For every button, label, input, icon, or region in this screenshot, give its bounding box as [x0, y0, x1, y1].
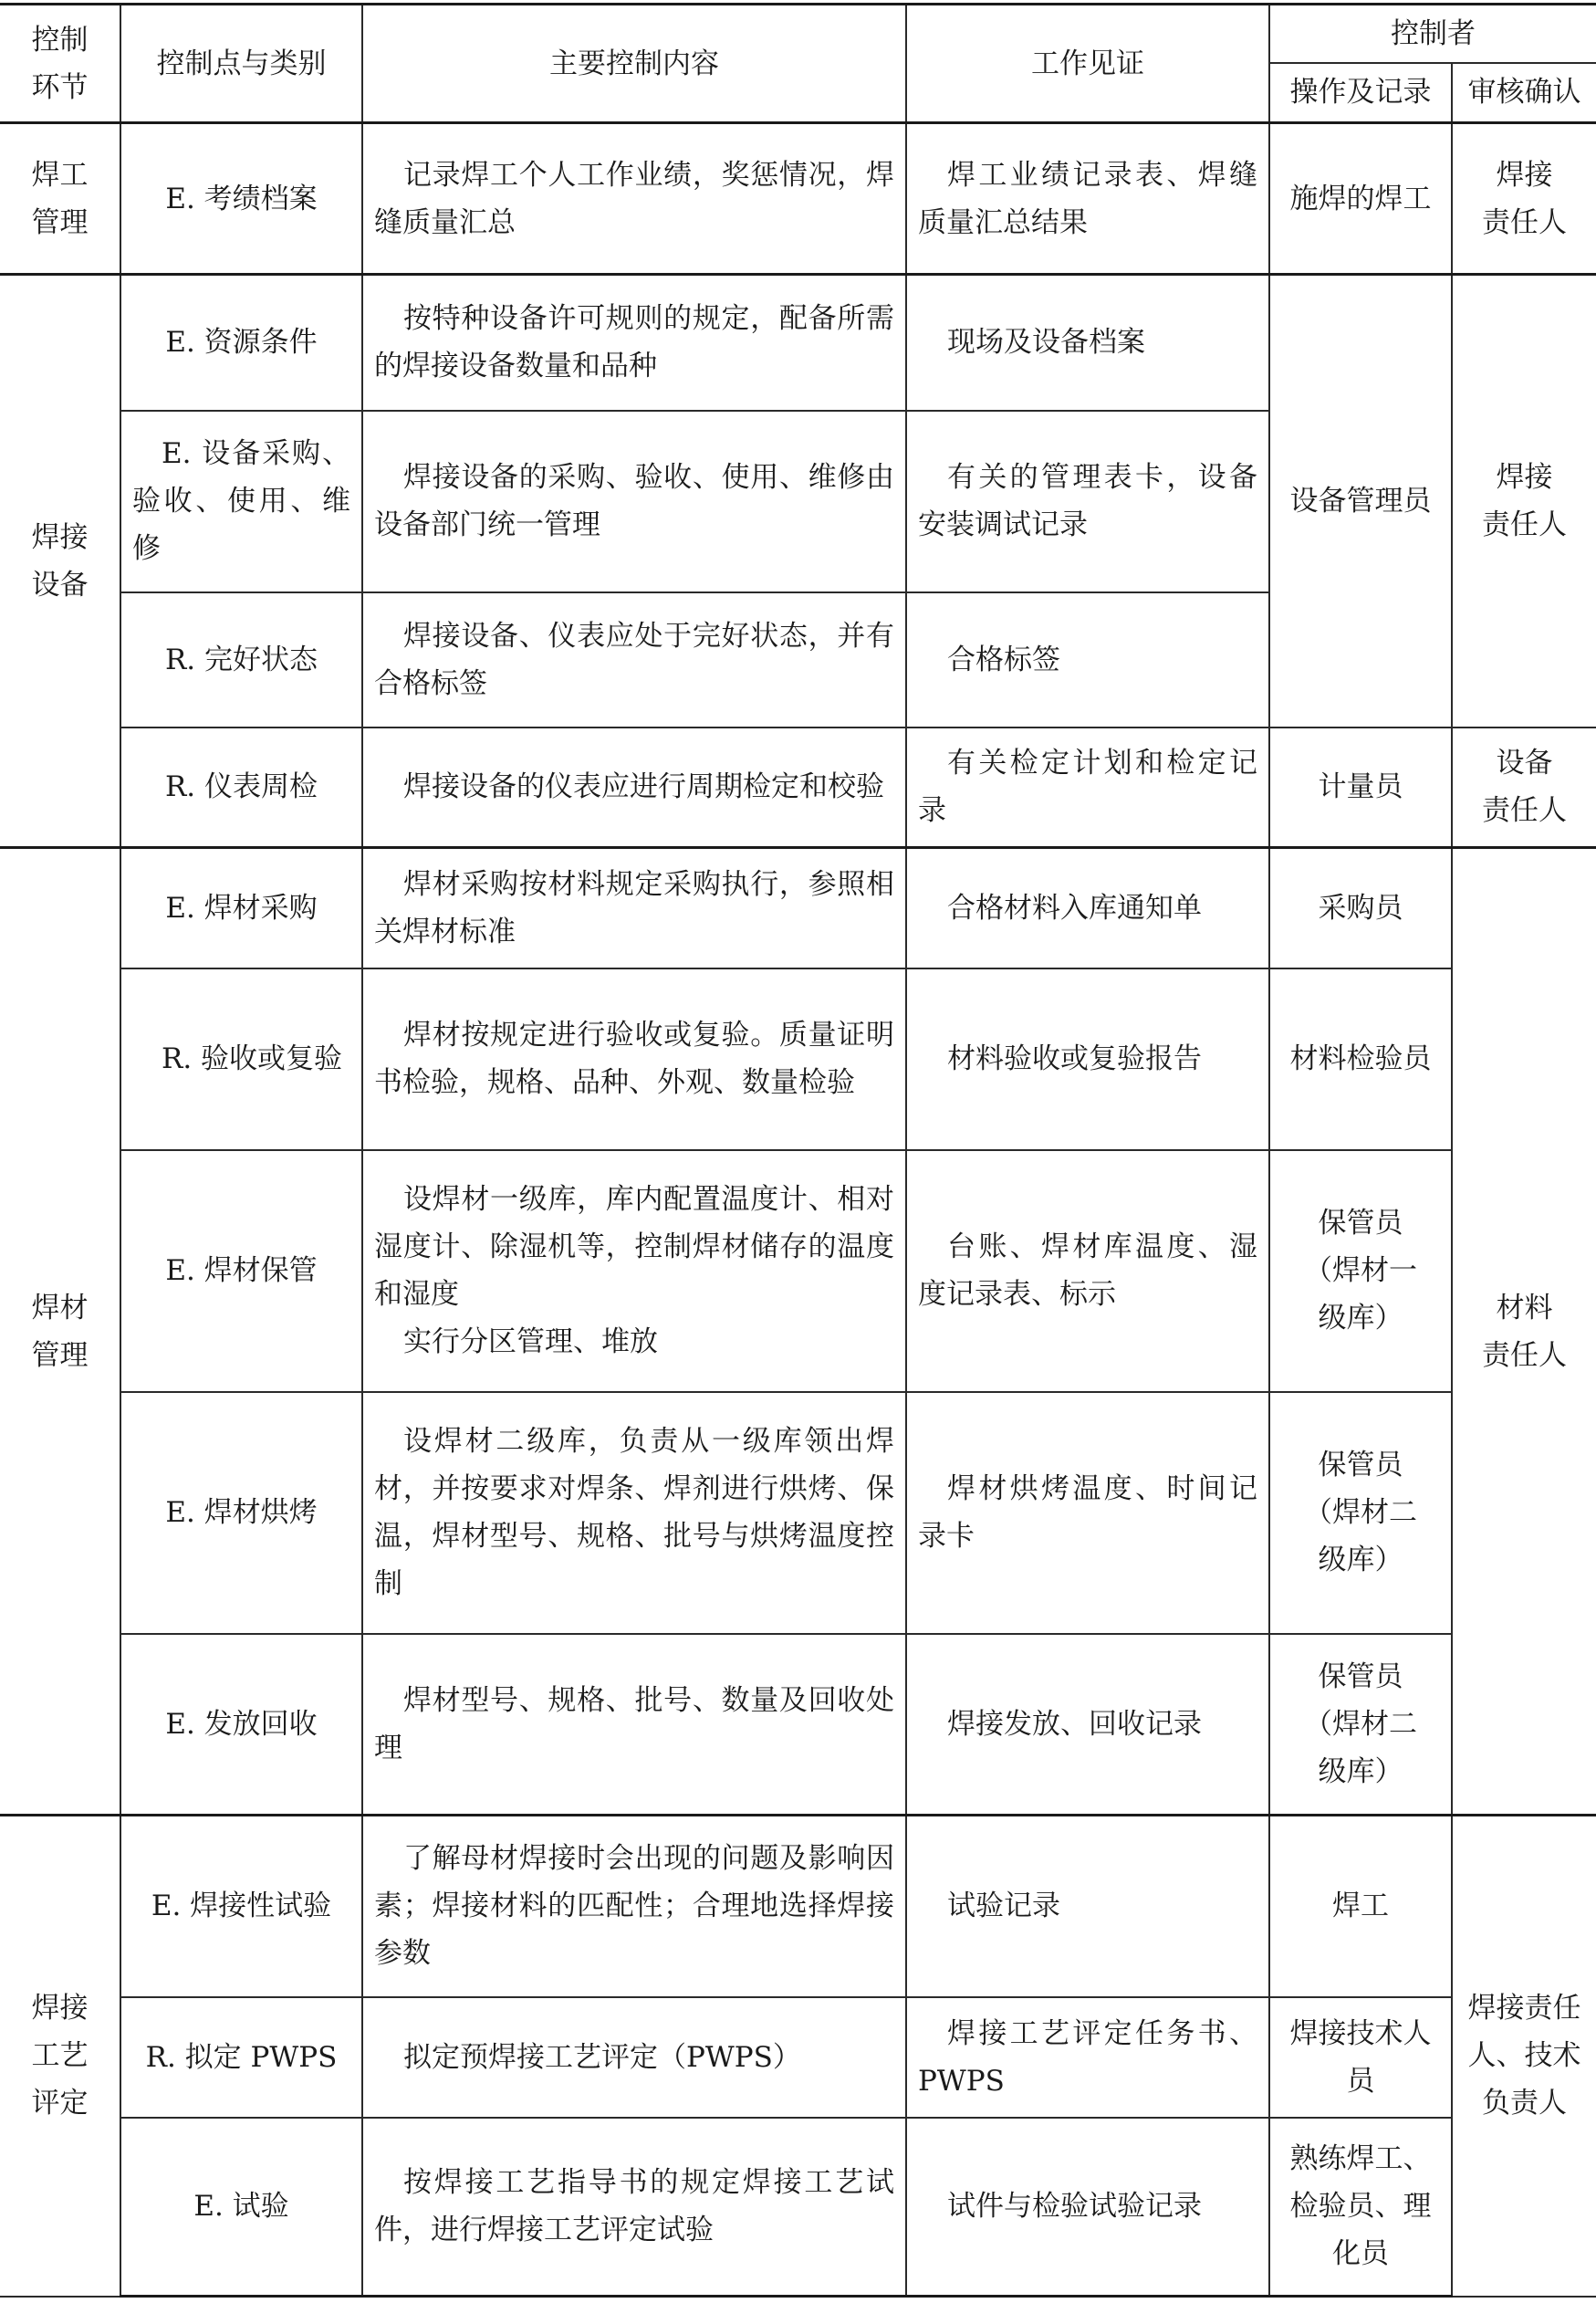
- content-cell: 焊接设备的仪表应进行周期检定和校验: [362, 728, 906, 848]
- content-cell: 了解母材焊接时会出现的问题及影响因素；焊接材料的匹配性；合理地选择焊接参数: [362, 1816, 906, 1997]
- operator-cell: 设备管理员: [1269, 275, 1452, 728]
- operator-cell: 计量员: [1269, 728, 1452, 848]
- content-cell: 焊材采购按材料规定采购执行，参照相关焊材标准: [362, 848, 906, 968]
- point-cell: E. 考绩档案: [120, 123, 362, 275]
- evidence-cell: 现场及设备档案: [906, 275, 1269, 411]
- evidence-cell: 合格标签: [906, 592, 1269, 728]
- evidence-cell: 焊工业绩记录表、焊缝质量汇总结果: [906, 123, 1269, 275]
- operator-cell: 采购员: [1269, 848, 1452, 968]
- point-cell: E. 焊材采购: [120, 848, 362, 968]
- operator-cell: 保管员 （焊材二 级库）: [1269, 1392, 1452, 1634]
- header-content: 主要控制内容: [362, 5, 906, 123]
- header-stage: 控制 环节: [0, 5, 120, 123]
- operator-cell: 保管员 （焊材二 级库）: [1269, 1634, 1452, 1816]
- reviewer-cell: 设备 责任人: [1452, 728, 1596, 848]
- point-cell: E. 焊材烘烤: [120, 1392, 362, 1634]
- evidence-cell: 焊接发放、回收记录: [906, 1634, 1269, 1816]
- operator-cell: 施焊的焊工: [1269, 123, 1452, 275]
- evidence-cell: 台账、焊材库温度、湿度记录表、标示: [906, 1150, 1269, 1392]
- header-controller: 控制者: [1269, 5, 1596, 63]
- content-cell: 焊接设备、仪表应处于完好状态，并有合格标签: [362, 592, 906, 728]
- operator-cell: 焊接技术人员: [1269, 1997, 1452, 2118]
- content-cell: 拟定预焊接工艺评定（PWPS）: [362, 1997, 906, 2118]
- point-cell: E. 设备采购、验收、使用、维修: [120, 411, 362, 592]
- point-cell: E. 焊材保管: [120, 1150, 362, 1392]
- reviewer-cell: 焊接 责任人: [1452, 275, 1596, 728]
- header-evidence: 工作见证: [906, 5, 1269, 123]
- operator-cell: 材料检验员: [1269, 968, 1452, 1150]
- content-cell: 焊材型号、规格、批号、数量及回收处理: [362, 1634, 906, 1816]
- point-cell: R. 完好状态: [120, 592, 362, 728]
- content-cell: [362, 1150, 906, 1392]
- evidence-cell: 试验记录: [906, 1816, 1269, 1997]
- content-cell: 按焊接工艺指导书的规定焊接工艺试件，进行焊接工艺评定试验: [362, 2118, 906, 2297]
- point-cell: E. 发放回收: [120, 1634, 362, 1816]
- evidence-cell: 焊材烘烤温度、时间记录卡: [906, 1392, 1269, 1634]
- point-cell: E. 焊接性试验: [120, 1816, 362, 1997]
- header-reviewer: 审核确认: [1452, 63, 1596, 123]
- content-cell: 设焊材二级库，负责从一级库领出焊材，并按要求对焊条、焊剂进行烘烤、保温，焊材型号、规格、批号与烘烤温度控制: [362, 1392, 906, 1634]
- operator-cell: 熟练焊工、检验员、理化员: [1269, 2118, 1452, 2297]
- evidence-cell: 材料验收或复验报告: [906, 968, 1269, 1150]
- reviewer-cell: 材料 责任人: [1452, 848, 1596, 1816]
- stage-cell-welder: 焊工 管理: [0, 123, 120, 275]
- point-cell: R. 仪表周检: [120, 728, 362, 848]
- content-cell: 记录焊工个人工作业绩，奖惩情况，焊缝质量汇总: [362, 123, 906, 275]
- point-cell: R. 验收或复验: [120, 968, 362, 1150]
- evidence-cell: 有关检定计划和检定记录: [906, 728, 1269, 848]
- point-cell: E. 资源条件: [120, 275, 362, 411]
- point-cell: E. 试验: [120, 2118, 362, 2297]
- operator-cell: 焊工: [1269, 1816, 1452, 1997]
- stage-cell-material: 焊材 管理: [0, 848, 120, 1816]
- content-text: 设焊材一级库，库内配置温度计、相对湿度计、除湿机等，控制焊材储存的温度和湿度: [374, 1183, 894, 1311]
- evidence-cell: 焊接工艺评定任务书、PWPS: [906, 1997, 1269, 2118]
- evidence-cell: 合格材料入库通知单: [906, 848, 1269, 968]
- header-point: 控制点与类别: [120, 5, 362, 123]
- reviewer-cell: 焊接 责任人: [1452, 123, 1596, 275]
- point-cell: R. 拟定 PWPS: [120, 1997, 362, 2118]
- operator-cell: 保管员 （焊材一 级库）: [1269, 1150, 1452, 1392]
- evidence-cell: 试件与检验试验记录: [906, 2118, 1269, 2297]
- header-operator: 操作及记录: [1269, 63, 1452, 123]
- stage-cell-procedure: 焊接 工艺 评定: [0, 1816, 120, 2297]
- content-text-2: 实行分区管理、堆放: [403, 1325, 658, 1358]
- content-cell: 按特种设备许可规则的规定，配备所需的焊接设备数量和品种: [362, 275, 906, 411]
- content-cell: 焊材按规定进行验收或复验。质量证明书检验，规格、品种、外观、数量检验: [362, 968, 906, 1150]
- reviewer-cell: 焊接责任人、技术负责人: [1452, 1816, 1596, 2297]
- content-cell: 焊接设备的采购、验收、使用、维修由设备部门统一管理: [362, 411, 906, 592]
- stage-cell-equipment: 焊接 设备: [0, 275, 120, 848]
- welding-control-table: [0, 3, 1596, 2298]
- evidence-cell: 有关的管理表卡，设备安装调试记录: [906, 411, 1269, 592]
